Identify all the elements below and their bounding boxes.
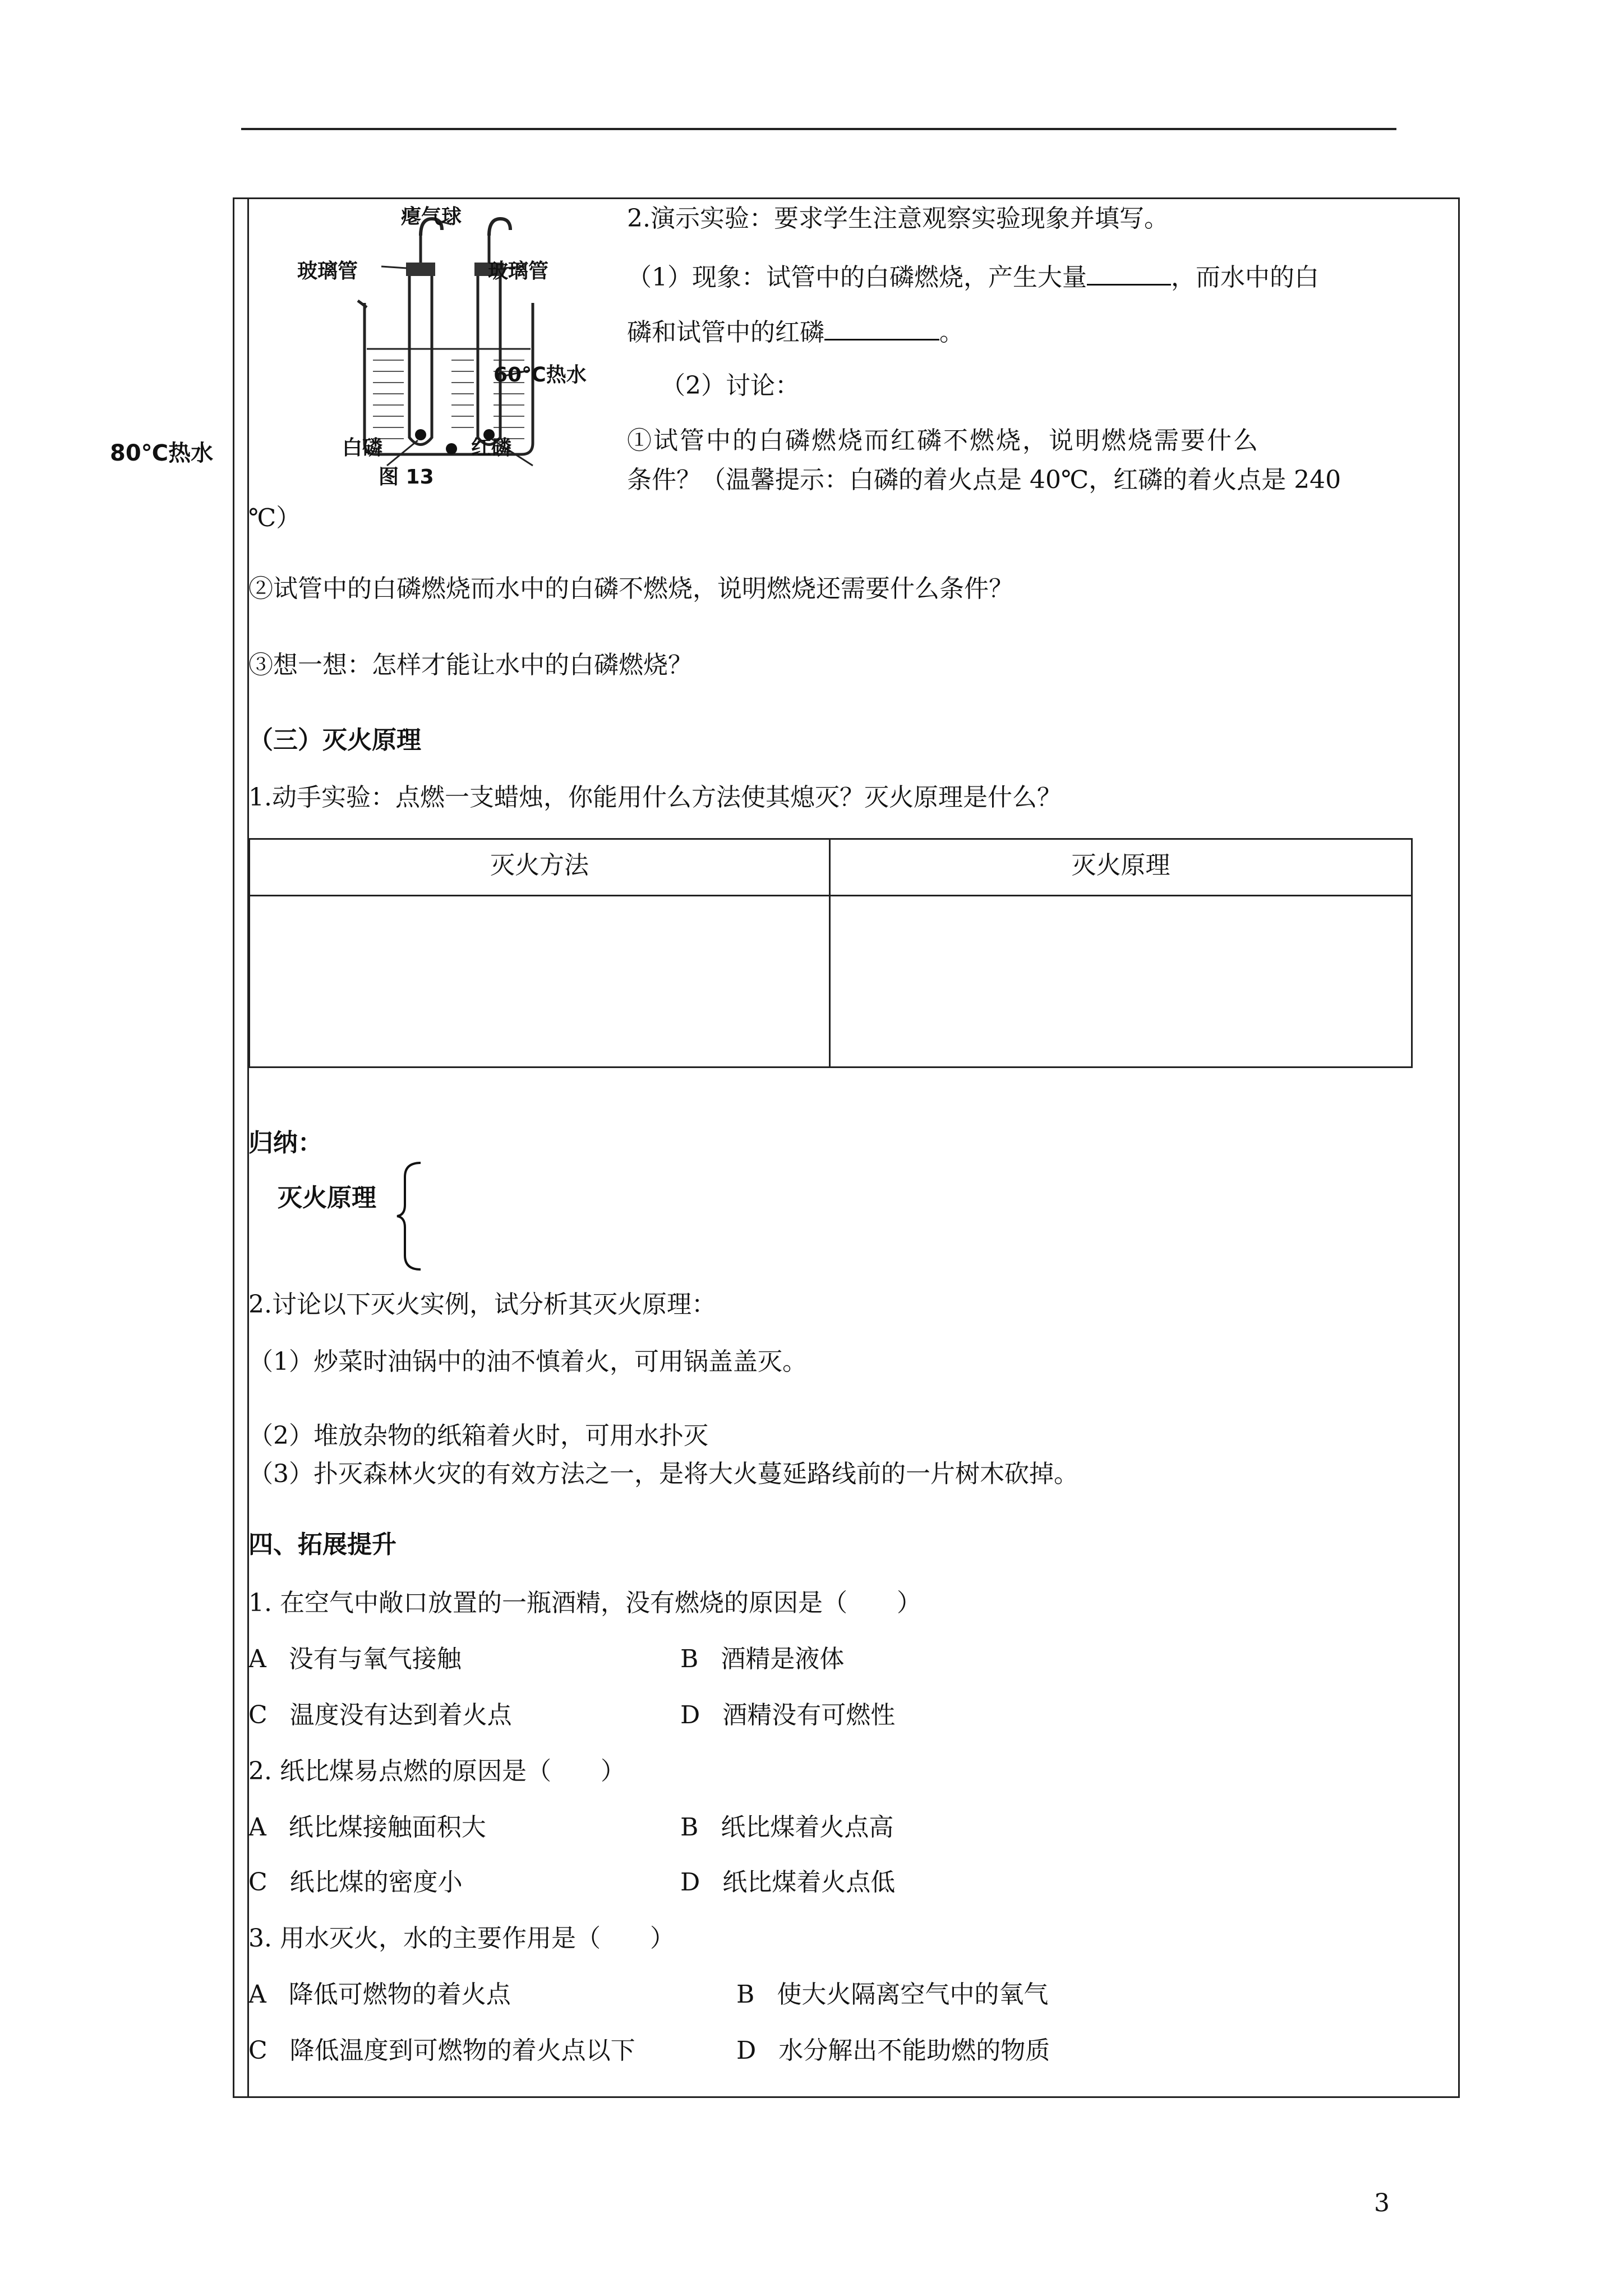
table-cell-principle[interactable] [831,896,1411,1066]
phenomenon-line-1 [627,259,1319,293]
phenomenon-b: ，而水中的白 [1171,263,1319,292]
q1-option-a[interactable] [248,1644,462,1675]
option-letter: C [248,1868,268,1897]
principle-label: 灭火原理 [278,1184,376,1212]
question-3: ③想一想：怎样才能让水中的白磷燃烧？ [248,651,693,679]
example-3: （3）扑灭森林火灾的有效方法之一，是将大火蔓延路线前的一片树木砍掉。 [248,1460,1078,1488]
q3-stem: 3. 用水灭火，水的主要作用是（ ） [248,1924,675,1953]
example-1: （1）炒菜时油锅中的油不慎着火，可用锅盖盖灭。 [248,1347,807,1376]
side-label: 80℃热水 [110,440,214,466]
option-letter: D [736,2036,757,2065]
header-rule [241,128,1396,130]
section-4-title: 四、拓展提升 [248,1530,396,1559]
apparatus-figure [292,202,594,494]
question-1-line-2: 条件？（温馨提示：白磷的着火点是 40℃，红磷的着火点是 240 [627,466,1341,494]
answer-blank-1[interactable] [1087,259,1171,286]
section-3-title: （三）灭火原理 [248,726,421,754]
section-3-task: 1.动手实验：点燃一支蜡烛，你能用什么方法使其熄灭？灭火原理是什么？ [248,783,1062,812]
question-1-line-3: ℃） [248,504,301,532]
option-text: 水分解出不能助燃的物质 [778,2036,1050,2065]
option-letter: A [248,1813,266,1842]
option-letter: B [680,1813,699,1842]
q1-stem: 1. 在空气中敞口放置的一瓶酒精，没有燃烧的原因是（ ） [248,1589,921,1617]
option-text: 使大火隔离空气中的氧气 [777,1980,1049,2009]
phenomenon-line-2 [627,314,964,348]
label-white-p: 白磷 [342,436,383,459]
q3-option-a[interactable] [248,1979,511,2010]
phenomenon-d: 。 [939,318,964,347]
curly-brace-drawing [393,1160,426,1272]
figure-caption: 图 13 [379,466,434,489]
option-text: 酒精是液体 [721,1645,845,1673]
option-text: 没有与氧气接触 [288,1645,462,1673]
label-bulb: 瘪气球 [401,205,462,228]
option-text: 温度没有达到着火点 [289,1701,512,1729]
phenomenon-a: （1）现象：试管中的白磷燃烧，产生大量 [627,263,1087,292]
option-letter: A [248,1645,266,1673]
option-text: 纸比煤着火点低 [722,1868,896,1897]
q1-option-d[interactable] [680,1700,895,1731]
option-letter: B [680,1645,699,1673]
label-red-p: 红磷 [471,436,512,459]
discuss-label: （2）讨论： [661,371,800,400]
label-tube-left: 玻璃管 [297,260,358,283]
table-header-principle: 灭火原理 [1071,851,1170,880]
discuss-title: 2.讨论以下灭火实例，试分析其灭火原理： [248,1290,716,1319]
summary-label: 归纳： [248,1129,322,1157]
option-text: 降低可燃物的着火点 [288,1980,511,2009]
option-text: 纸比煤的密度小 [289,1868,463,1897]
answer-blank-2[interactable] [824,314,939,341]
label-tube-right: 玻璃管 [488,260,549,283]
option-letter: A [248,1980,266,2009]
curly-brace [393,1160,426,1272]
q3-option-c[interactable] [248,2035,635,2067]
extinguish-table [248,838,1413,1068]
question-1-line-1: ①试管中的白磷燃烧而红磷不燃烧，说明燃烧需要什么 [627,426,1260,455]
option-letter: D [680,1868,700,1897]
apparatus-drawing [292,202,594,494]
q2-option-d[interactable] [680,1867,895,1898]
page-number: 3 [1374,2189,1390,2217]
option-letter: C [248,1701,268,1729]
table-cell-method[interactable] [250,896,829,1066]
q2-option-b[interactable] [680,1812,893,1843]
q3-option-d[interactable] [736,2035,1050,2067]
label-water: 60℃热水 [494,364,587,386]
option-text: 纸比煤接触面积大 [288,1813,486,1842]
option-text: 降低温度到可燃物的着火点以下 [289,2036,635,2065]
example-2: （2）堆放杂物的纸箱着火时，可用水扑灭 [248,1421,708,1450]
option-letter: D [680,1701,700,1729]
option-letter: C [248,2036,268,2065]
q2-option-c[interactable] [248,1867,463,1898]
phenomenon-c: 磷和试管中的红磷 [627,318,824,347]
q1-option-c[interactable] [248,1700,512,1731]
option-text: 酒精没有可燃性 [722,1701,896,1729]
q2-stem: 2. 纸比煤易点燃的原因是（ ） [248,1757,625,1786]
table-header-method: 灭火方法 [490,851,589,880]
question-2: ②试管中的白磷燃烧而水中的白磷不燃烧，说明燃烧还需要什么条件？ [248,574,1013,603]
option-text: 纸比煤着火点高 [721,1813,894,1842]
q3-option-b[interactable] [736,1979,1048,2010]
option-letter: B [736,1980,755,2009]
q2-option-a[interactable] [248,1812,486,1843]
q1-option-b[interactable] [680,1644,844,1675]
demo-title: 2.演示实验：要求学生注意观察实验现象并填写。 [627,204,1169,233]
